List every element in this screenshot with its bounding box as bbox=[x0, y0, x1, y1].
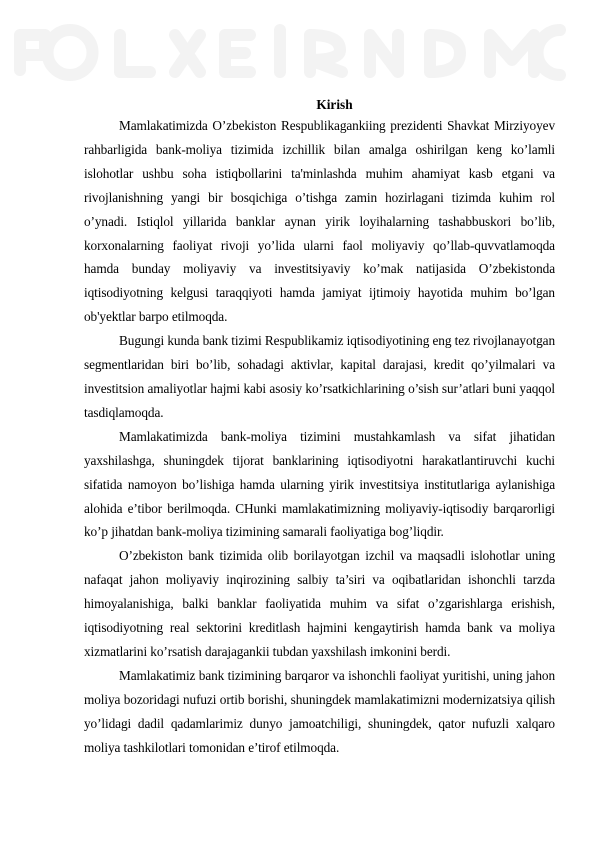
document-body bbox=[84, 96, 555, 759]
paragraph-1: Mamlakatimizda O’zbekiston Respublikagankiing prezidenti Shavkat Mirziyoyev rahbarligida bank-moliya tizimida izchillik bilan amalga oshirilgan keng ko’lamli islohotlar ushbu soha istiqbollarini ta'minlashda muhim ahamiyat kasb etgani va rivojlanishning yangi bir bosqichiga o’tishga zamin hozirlagani tizimda kuhim rol o’ynadi. Istiqlol yillarida banklar aynan yirik loyihalarning tashabbuskori bo’lib, korxonalarning faoliyat rivoji yo’lida ularni faol moliyaviy qo’llab-quvvatlamoqda hamda bunday moliyaviy va investitsiyaviy ko’mak natijasida O’zbekistonda iqtisodiyotning kelgusi taraqqiyoti hamda jamiyat ijtimoiy hayotida muhim bo’lgan ob'yektlar barpo etilmoqda. bbox=[84, 118, 555, 325]
paragraph-5: Mamlakatimiz bank tizimining barqaror va ishonchli faoliyat yuritishi, uning jahon moliya bozoridagi nufuzi ortib borishi, shuningdek mamlakatimizni modernizatsiya qilish yo’lidagi dadil qadamlarimiz dunyo jamoatchiligi, shuningdek, qator nufuzli xalqaro moliya tashkilotlari tomonidan e’tirof etilmoqda. bbox=[84, 667, 555, 755]
paragraph-2: Bugungi kunda bank tizimi Respublikamiz iqtisodiyotining eng tez rivojlanayotgan segmentlaridan biri bo’lib, sohadagi aktivlar, kapital darajasi, kredit qo’yilmalari va investitsion amaliyotlar hajmi kabi asosiy ko’rsatkichlarining o’sish sur’atlari buni yaqqol tasdiqlamoqda. bbox=[84, 333, 555, 420]
paragraph-4: O’zbekiston bank tizimida olib borilayotgan izchil va maqsadli islohotlar uning nafaqat jahon moliyaviy inqirozining salbiy ta’siri va oqibatlaridan ishonchli tarzda himoyalanishiga, balki banklar faoliyatida muhim va sifat o’zgarishlarga erishish, iqtisodiyotning real sektorini kreditlash hajmini kengaytirish hamda bank va moliya xizmatlarini ko’rsatish darajagankii tubdan yaxshilash imkonini berdi. bbox=[84, 548, 555, 659]
document-title: Kirish bbox=[316, 97, 353, 112]
watermark-logo bbox=[0, 0, 595, 95]
paragraph-3: Mamlakatimizda bank-moliya tizimini mustahkamlash va sifat jihatidan yaxshilashga, shuningdek tijorat banklarining iqtisodiyotni harakatlantiruvchi kuchi sifatida namoyon bo’lishiga hamda ularning yirik investitsiya institutlariga aylanishiga alohida e’tibor berilmoqda. CHunki mamlakatimizning moliyaviy-iqtisodiy barqarorligi ko’p jihatdan bank-moliya tizimining samarali faoliyatiga bog’liqdir. bbox=[84, 428, 555, 540]
